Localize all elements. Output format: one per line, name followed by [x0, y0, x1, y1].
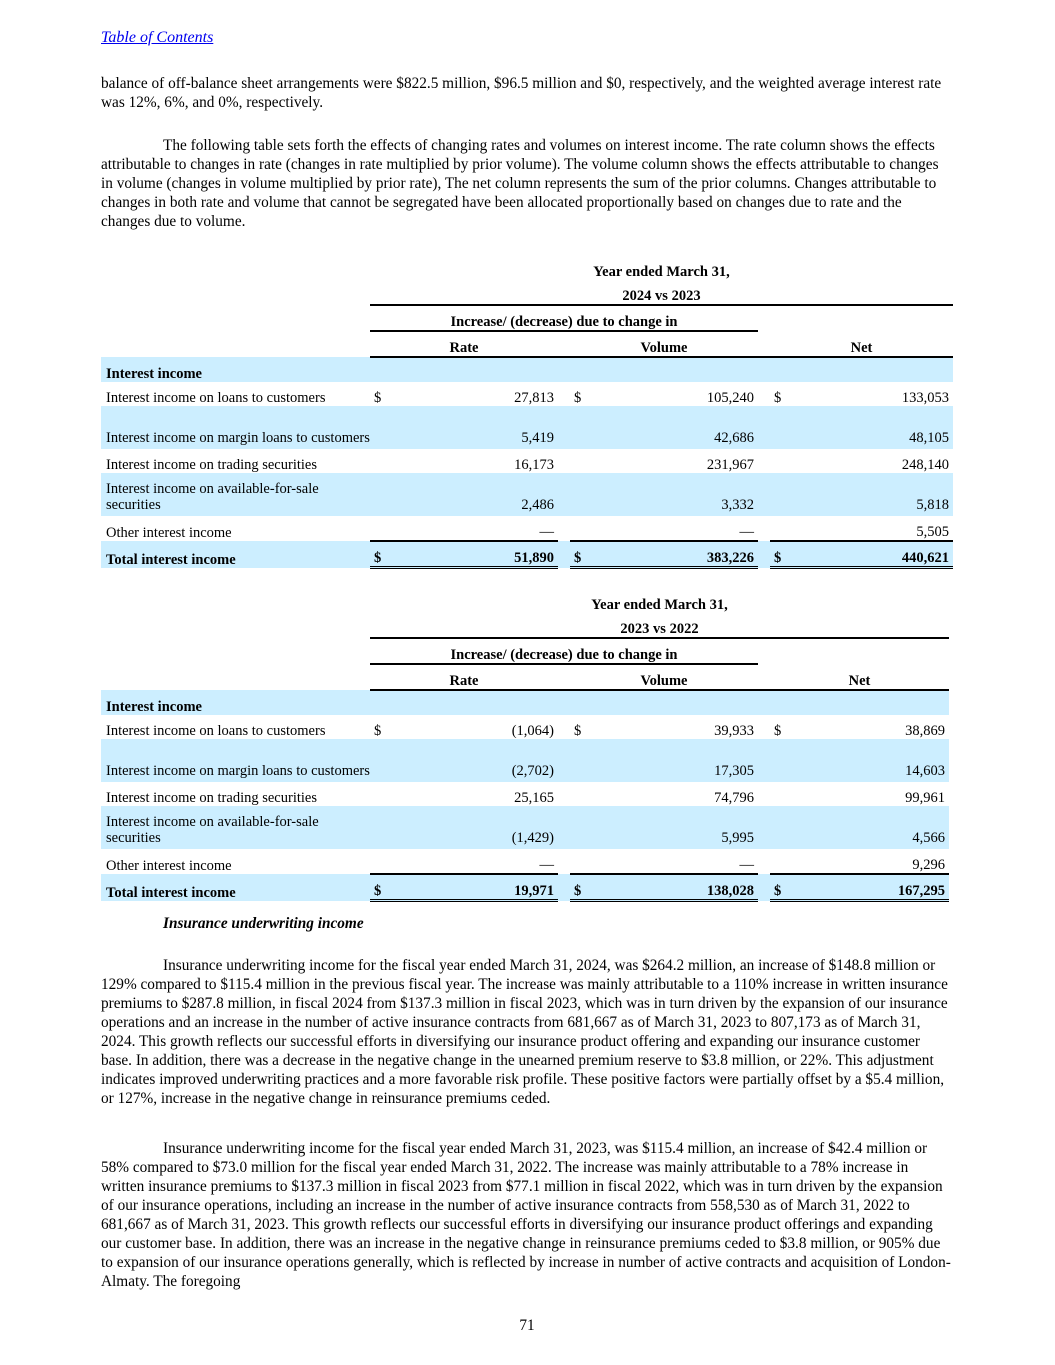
column-header-rate: Rate — [370, 331, 558, 357]
page-number: 71 — [519, 1317, 535, 1334]
comparison-header: 2024 vs 2023 — [622, 288, 701, 304]
paragraph-insurance-2024: Insurance underwriting income for the fiscal year ended March 31, 2024, was $264.2 million, an increase of $148.8 million or 129% compared to $115.4 million in the previous fiscal year. The increase was mainly attributable to a 110% increase in written insurance premiums to $287.8 million, in fiscal 2024 from $137.3 million in fiscal 2023, which was in turn driven by the expansion of our insurance operations and an increase in the number of active insurance contracts from 681,667 as of March 31, 2023 to 807,173 as of March 31, 2024. This growth reflects our successful efforts in diversifying our insurance product offering and expanding our insurance customer base. In addition, there was a decrease in the negative change in the unearned premium reserve to $3.8 million, or 22%. This adjustment indicates improved underwriting practices and a more favorable risk profile. These positive factors were partially offset by a $5.4 million, or 127%, increase in the negative change in reinsurance premiums ceded. — [101, 957, 948, 1107]
table-row: Interest income on margin loans to customers (2,702) 17,305 14,603 — [101, 739, 949, 782]
rate-volume-table-2024-vs-2023 — [101, 256, 953, 569]
paragraph-rate-volume-intro: The following table sets forth the effects of changing rates and volumes on interest income. The rate column shows the effects attributable to changes in rate (changes in rate multiplied by prior volume). The volume column shows the effects attributable to changes in volume (changes in volume multiplied by prior rate), The net column represents the sum of the prior columns. Changes attributable to changes in both rate and volume that cannot be segregated have been allocated proportionally based on changes due to rate and the changes due to volume. — [101, 137, 939, 230]
table-row: Interest income on loans to customers $ 27,813 $ 105,240 $ 133,053 — [106, 390, 949, 406]
section-heading-insurance: Insurance underwriting income — [163, 915, 364, 932]
rate-volume-table-2023-vs-2022 — [101, 589, 949, 902]
table-row: Interest income on available-for-sale securities 2,486 3,332 5,818 — [101, 473, 953, 516]
table-row: Interest income on trading securities 25,165 74,796 99,961 — [106, 790, 945, 806]
table-row: Interest income on available-for-sale securities (1,429) 5,995 4,566 — [101, 806, 949, 849]
table-row: Other interest income — — 5,505 — [106, 524, 949, 541]
group-header: Increase/ (decrease) due to change in — [370, 305, 758, 331]
table-row: Interest income on margin loans to customers 5,419 42,686 48,105 — [101, 406, 953, 449]
paragraph-insurance-2023: Insurance underwriting income for the fiscal year ended March 31, 2023, was $115.4 million, an increase of $42.4 million or 58% compared to $73.0 million for the fiscal year ended March 31, 2022. The increase was mainly attributable to a 78% increase in written insurance premiums to $137.3 million in fiscal 2023 from $77.1 million in fiscal 2022, which was in turn driven by the expansion of our insurance operations, including an increase in the number of active insurance contracts from 558,530 as of March 31, 2022 to 681,667 as of March 31, 2023. This growth reflects our successful efforts in diversifying our insurance product offerings and expanding our customer base. In addition, there was an increase in the negative change in reinsurance premiums ceded to $3.8 million, or 905% due to expansion of our insurance operations generally, which is reflected by increase in number of active contracts and acquisition of London-Almaty. The foregoing — [101, 1140, 951, 1290]
table-row: Other interest income — — 9,296 — [106, 857, 945, 874]
column-header-volume: Volume — [570, 664, 758, 690]
column-header-rate: Rate — [370, 664, 558, 690]
total-row: Total interest income $ 51,890 $ 383,226 $ 440,621 — [101, 541, 953, 568]
column-header-net: Net — [770, 331, 953, 357]
table-row: Interest income on trading securities 16,173 231,967 248,140 — [106, 457, 949, 473]
group-header: Increase/ (decrease) due to change in — [370, 638, 758, 664]
total-row: Total interest income $ 19,971 $ 138,028 $ 167,295 — [101, 874, 949, 901]
period-header: Year ended March 31, — [591, 597, 728, 613]
paragraph-off-balance: balance of off-balance sheet arrangements were $822.5 million, $96.5 million and $0, respectively, and the weighted average interest rate was 12%, 6%, and 0%, respectively. — [101, 75, 942, 111]
table-of-contents-link[interactable]: Table of Contents — [101, 29, 214, 46]
table-row: Interest income on loans to customers $ (1,064) $ 39,933 $ 38,869 — [106, 723, 945, 739]
comparison-header: 2023 vs 2022 — [620, 621, 699, 637]
column-header-net: Net — [770, 664, 949, 690]
section-label: Interest income — [101, 357, 370, 382]
period-header: Year ended March 31, — [593, 264, 730, 280]
column-header-volume: Volume — [570, 331, 758, 357]
section-label: Interest income — [101, 690, 370, 715]
